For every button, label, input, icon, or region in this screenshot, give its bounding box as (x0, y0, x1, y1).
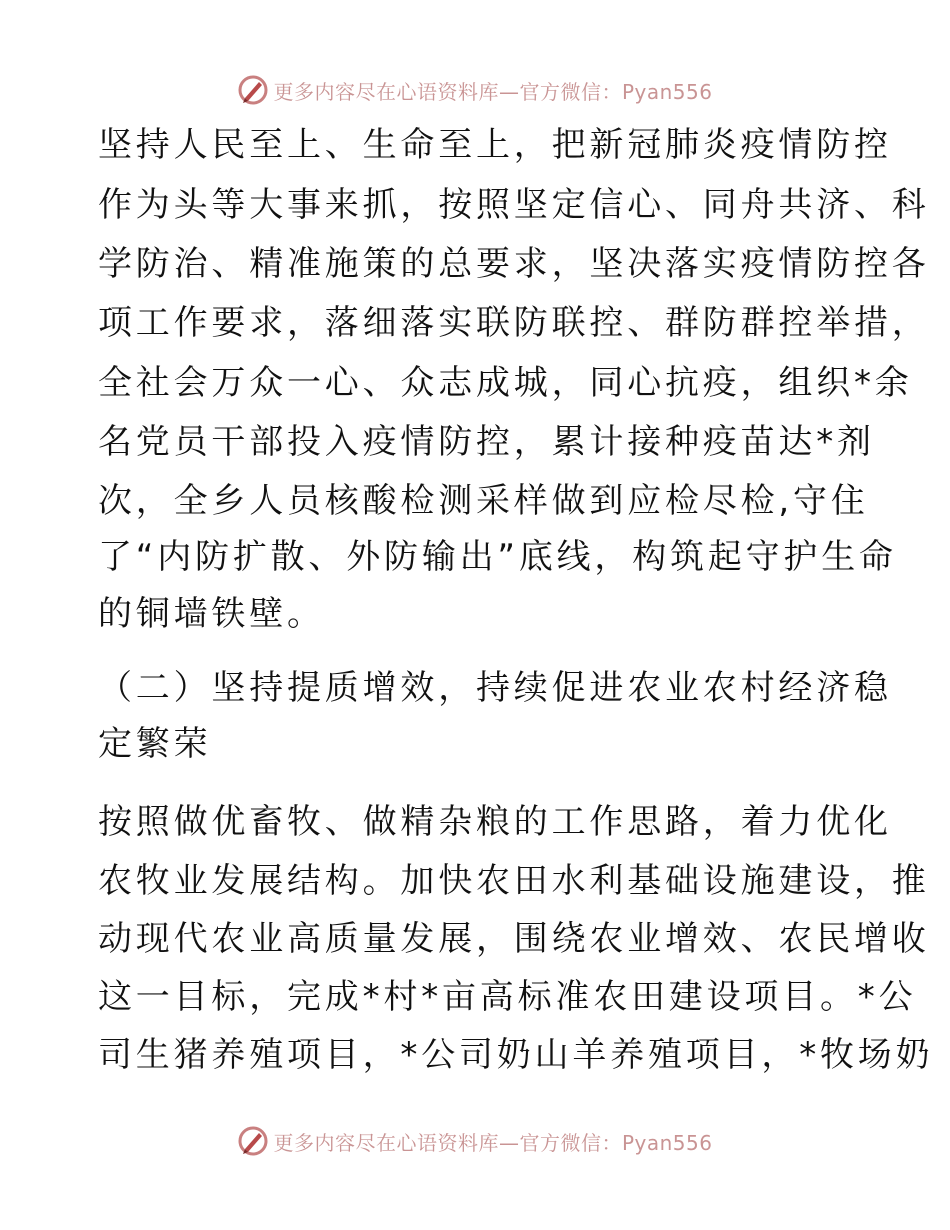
watermark-text: 更多内容尽在心语资料库—官方微信：Pyan556 (273, 79, 713, 104)
footer-watermark (0, 1121, 950, 1161)
body-line: 项工作要求，落细落实联防联控、群防群控举措， (98, 303, 930, 343)
body-line: 按照做优畜牧、做精杂粮的工作思路，着力优化 (98, 802, 892, 842)
body-line: 次，全乡人员核酸检测采样做到应检尽检,守住 (98, 481, 869, 521)
body-line: 名党员干部投入疫情防控，累计接种疫苗达*剂 (98, 422, 875, 462)
body-line: 作为头等大事来抓，按照坚定信心、同舟共济、科 (98, 185, 930, 225)
body-line: 了“内防扩散、外防输出”底线，构筑起守护生命 (98, 537, 897, 577)
body-line: 坚持人民至上、生命至上，把新冠肺炎疫情防控 (98, 125, 892, 165)
body-line: 动现代农业高质量发展，围绕农业增效、农民增收 (98, 919, 930, 959)
body-line: 全社会万众一心、众志成城，同心抗疫，组织*余 (98, 363, 913, 403)
body-line: 司生猪养殖项目，*公司奶山羊养殖项目，*牧场奶 (98, 1035, 934, 1075)
header-watermark (0, 70, 950, 110)
body-line: 农牧业发展结构。加快农田水利基础设施建设，推 (98, 861, 930, 901)
body-line: 的铜墙铁壁。 (98, 594, 325, 634)
section-heading: 定繁荣 (98, 724, 212, 764)
watermark-text: 更多内容尽在心语资料库—官方微信：Pyan556 (273, 1130, 713, 1155)
pen-logo-icon (237, 74, 269, 106)
body-line: 这一目标，完成*村*亩高标准农田建设项目。*公 (98, 977, 917, 1017)
pen-logo-icon (237, 1125, 269, 1157)
body-line: 学防治、精准施策的总要求，坚决落实疫情防控各 (98, 244, 930, 284)
section-heading: （二）坚持提质增效，持续促进农业农村经济稳 (98, 668, 892, 708)
